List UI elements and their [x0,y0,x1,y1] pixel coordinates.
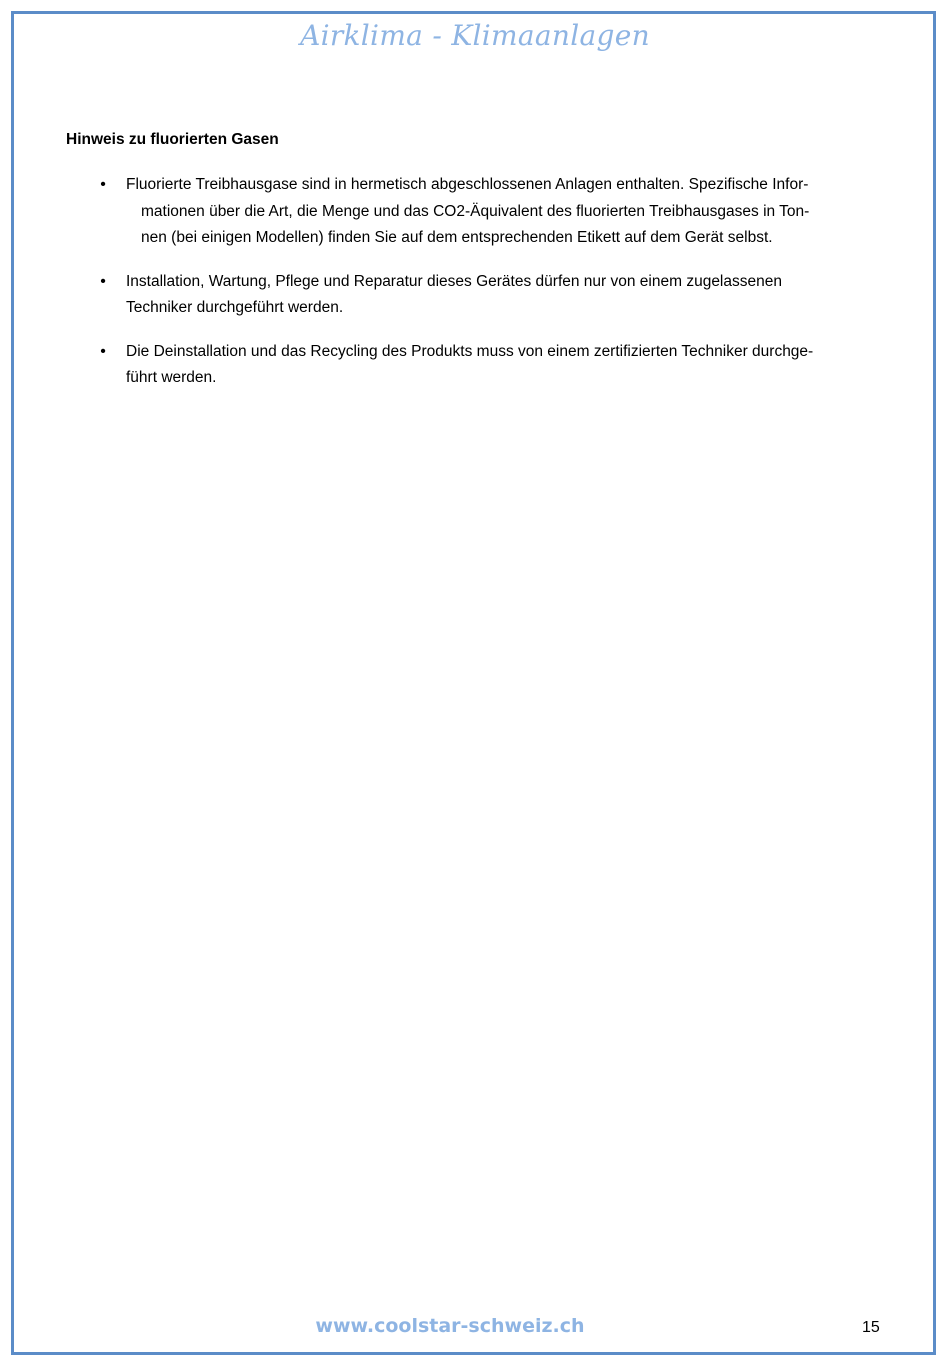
bullet-list [66,172,888,409]
list-item-text [126,172,888,252]
list-item-first-line: Fluorierte Treibhausgase sind in hermetisch abgeschlossenen Anlagen enthalten. Spezifische Infor- [126,176,809,193]
list-item [66,339,888,392]
list-item [66,172,888,252]
list-item-continuation: führt werden. [126,369,217,386]
list-item-text [126,269,888,322]
bullet-icon: • [100,272,106,290]
page-number: 15 [862,1319,880,1336]
list-item-continuation: mationen über die Art, die Menge und das CO2-Äquivalent des fluorierten Treibhausgases in Ton- nen (bei einigen Modellen) finden Sie auf dem entsprechenden Etikett auf dem Gerät selbst. [141,202,810,246]
section-heading: Hinweis zu fluorierten Gasen [66,131,279,148]
header-title: Airklima - Klimaanlagen [300,19,650,52]
list-item-continuation: Techniker durchgeführt werden. [126,299,344,316]
list-item-first-line: Die Deinstallation und das Recycling des Produkts muss von einem zertifizierten Techniker durchge- [126,342,814,360]
list-item-text [126,339,888,392]
bullet-icon: • [100,176,106,193]
footer-website-link[interactable]: www.coolstar-schweiz.ch [315,1315,585,1337]
bullet-icon: • [100,342,106,360]
list-item [66,269,888,322]
list-item-first-line: Installation, Wartung, Pflege und Reparatur dieses Gerätes dürfen nur von einem zugelassenen [126,272,782,290]
